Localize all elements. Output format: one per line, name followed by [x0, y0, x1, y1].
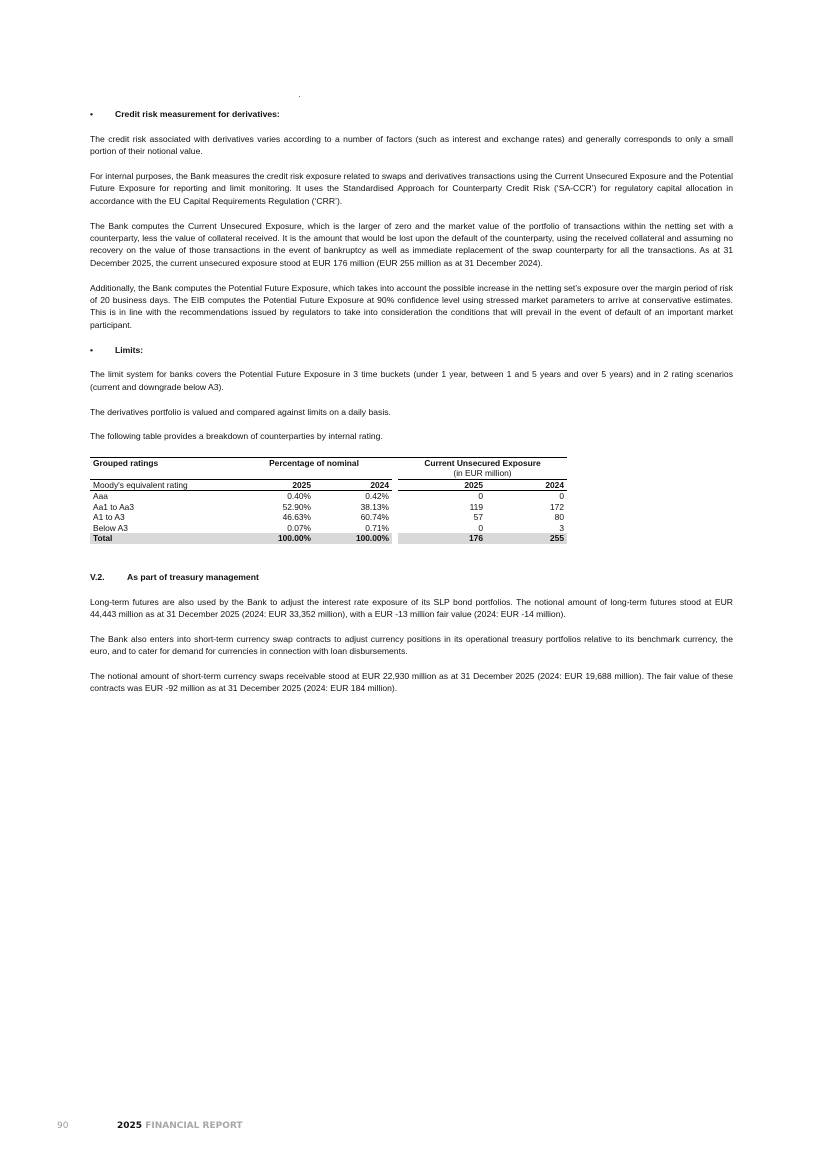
bullet-icon: •	[90, 109, 94, 119]
table-cell: 119	[469, 501, 483, 512]
report-name	[117, 1120, 243, 1132]
table-subheader-row	[90, 468, 567, 479]
table-cell: 3	[559, 522, 564, 533]
ratings-table	[90, 457, 567, 544]
bullet-icon: •	[90, 344, 94, 355]
table-total-row	[90, 533, 567, 544]
treasury-paragraph-2: The Bank also enters into short-term currency swap contracts to adjust currency positions in its operational treasury portfolios relative to its benchmark currency, the euro, and to cater for demand for currencies in connection with loan disbursements.	[90, 633, 733, 657]
paragraph-2: For internal purposes, the Bank measures the credit risk exposure related to swaps and derivatives transactions using the Current Unsecured Exposure and the Potential Future Exposure for reporting and limit monitoring. It uses the Standardised Approach for Counterparty Credit Risk (‘SA-CCR’) for regulatory capital allocation in accordance with the EU Capital Requirements Regulation (‘CRR’).	[90, 171, 733, 206]
paragraph-1: The credit risk associated with derivatives varies according to a number of factors (such as interest and exchange rates) and generally corresponds to only a small portion of their notional value.	[90, 133, 733, 157]
row-label: Aa1 to Aa3	[93, 501, 134, 512]
paragraph-4: Additionally, the Bank computes the Potential Future Exposure, which takes into account the possible increase in the netting set’s exposure over the margin period of risk of 20 business days. The EIB computes the Potential Future Exposure at 90% confidence level using stressed market parameters to arrive at conservative estimates. This is in line with the recommendations issued by regulators to take into consideration the conditions that will prevail in the event of default of an important market participant.	[90, 282, 733, 330]
table-row	[90, 502, 567, 513]
row-label: A1 to A3	[93, 512, 125, 523]
year-header: 2025	[236, 479, 314, 491]
total-cell: 100.00%	[236, 533, 314, 544]
table-cell: 0	[478, 491, 483, 502]
table-cell: 0	[559, 491, 564, 502]
exposure-unit: (in EUR million)	[398, 468, 567, 479]
section-number: V.2.	[90, 571, 105, 582]
year-header: 2025	[398, 479, 486, 491]
table-cell: 0.71%	[365, 522, 389, 533]
table-cell: 0.42%	[365, 491, 389, 502]
paragraph-6: The derivatives portfolio is valued and compared against limits on a daily basis.	[90, 406, 391, 417]
table-cell: 57	[473, 512, 483, 523]
table-row	[90, 512, 567, 523]
moodys-header: Moody's equivalent rating	[90, 479, 236, 491]
report-year: 2025	[117, 1121, 143, 1131]
page-number: 90	[57, 1121, 69, 1131]
paragraph-3: The Bank computes the Current Unsecured Exposure, which is the larger of zero and the market value of the portfolio of transactions within the netting set with a counterparty, less the value of collateral received. It is the amount that would be lost upon the default of the counterparty, using the received collateral and assuming no recovery on the value of those transactions in the event of bankruptcy as well as immediate replacement of the swap counterparty for all the transactions. As at 31 December 2025, the current unsecured exposure stood at EUR 176 million (EUR 255 million as at 31 December 2024).	[90, 220, 733, 268]
paragraph-5: The limit system for banks covers the Potential Future Exposure in 3 time buckets (under 1 year, between 1 and 5 years and over 5 years) and in 2 rating scenarios (current and downgrade below A3).	[90, 369, 733, 392]
table-year-row	[90, 479, 567, 491]
treasury-section-title	[90, 571, 733, 583]
page-content	[90, 108, 733, 695]
row-label: Below A3	[93, 522, 128, 533]
table-row	[90, 523, 567, 534]
total-cell: 100.00%	[314, 533, 392, 544]
total-cell: 176	[398, 533, 486, 544]
stray-dot	[299, 96, 300, 97]
treasury-paragraph-1: Long-term futures are also used by the Bank to adjust the interest rate exposure of its SLP bond portfolios. The notional amount of long-term futures stood at EUR 44,443 million as at 31 December 2025 (2024: EUR 33,352 million), with a EUR -13 million fair value (2024: EUR -14 million).	[90, 596, 733, 620]
table-cell: 0	[478, 522, 483, 533]
year-header: 2024	[486, 479, 567, 491]
year-header: 2024	[314, 479, 392, 491]
exposure-header: Current Unsecured Exposure	[424, 457, 541, 468]
table-cell: 52.90%	[282, 501, 311, 512]
paragraph-7: The following table provides a breakdown of counterparties by internal rating.	[90, 431, 383, 442]
total-cell: 255	[486, 533, 567, 544]
credit-risk-heading: • Credit risk measurement for derivatives:	[90, 109, 280, 119]
table-cell: 60.74%	[360, 512, 389, 523]
total-label: Total	[90, 533, 236, 544]
table-cell: 38.13%	[360, 501, 389, 512]
treasury-paragraph-3: The notional amount of short-term currency swaps receivable stood at EUR 22,930 million as at 31 December 2025 (2024: EUR 19,688 million). The fair value of these contracts was EUR -92 million as at 31 December 2025 (2024: EUR 184 million).	[90, 671, 733, 694]
table-row	[90, 491, 567, 502]
row-label: Aaa	[93, 491, 108, 502]
table-cell: 172	[550, 501, 564, 512]
section-title-text: As part of treasury management	[127, 571, 259, 582]
grouped-ratings-header: Grouped ratings	[93, 457, 159, 468]
table-cell: 46.63%	[282, 512, 311, 523]
limits-heading: • Limits:	[90, 344, 144, 355]
report-title: FINANCIAL REPORT	[145, 1121, 243, 1131]
table-cell: 0.40%	[287, 491, 311, 502]
table-header-row	[90, 457, 567, 468]
percentage-header: Percentage of nominal	[269, 457, 359, 468]
table-cell: 80	[554, 512, 564, 523]
table-cell: 0.07%	[287, 522, 311, 533]
